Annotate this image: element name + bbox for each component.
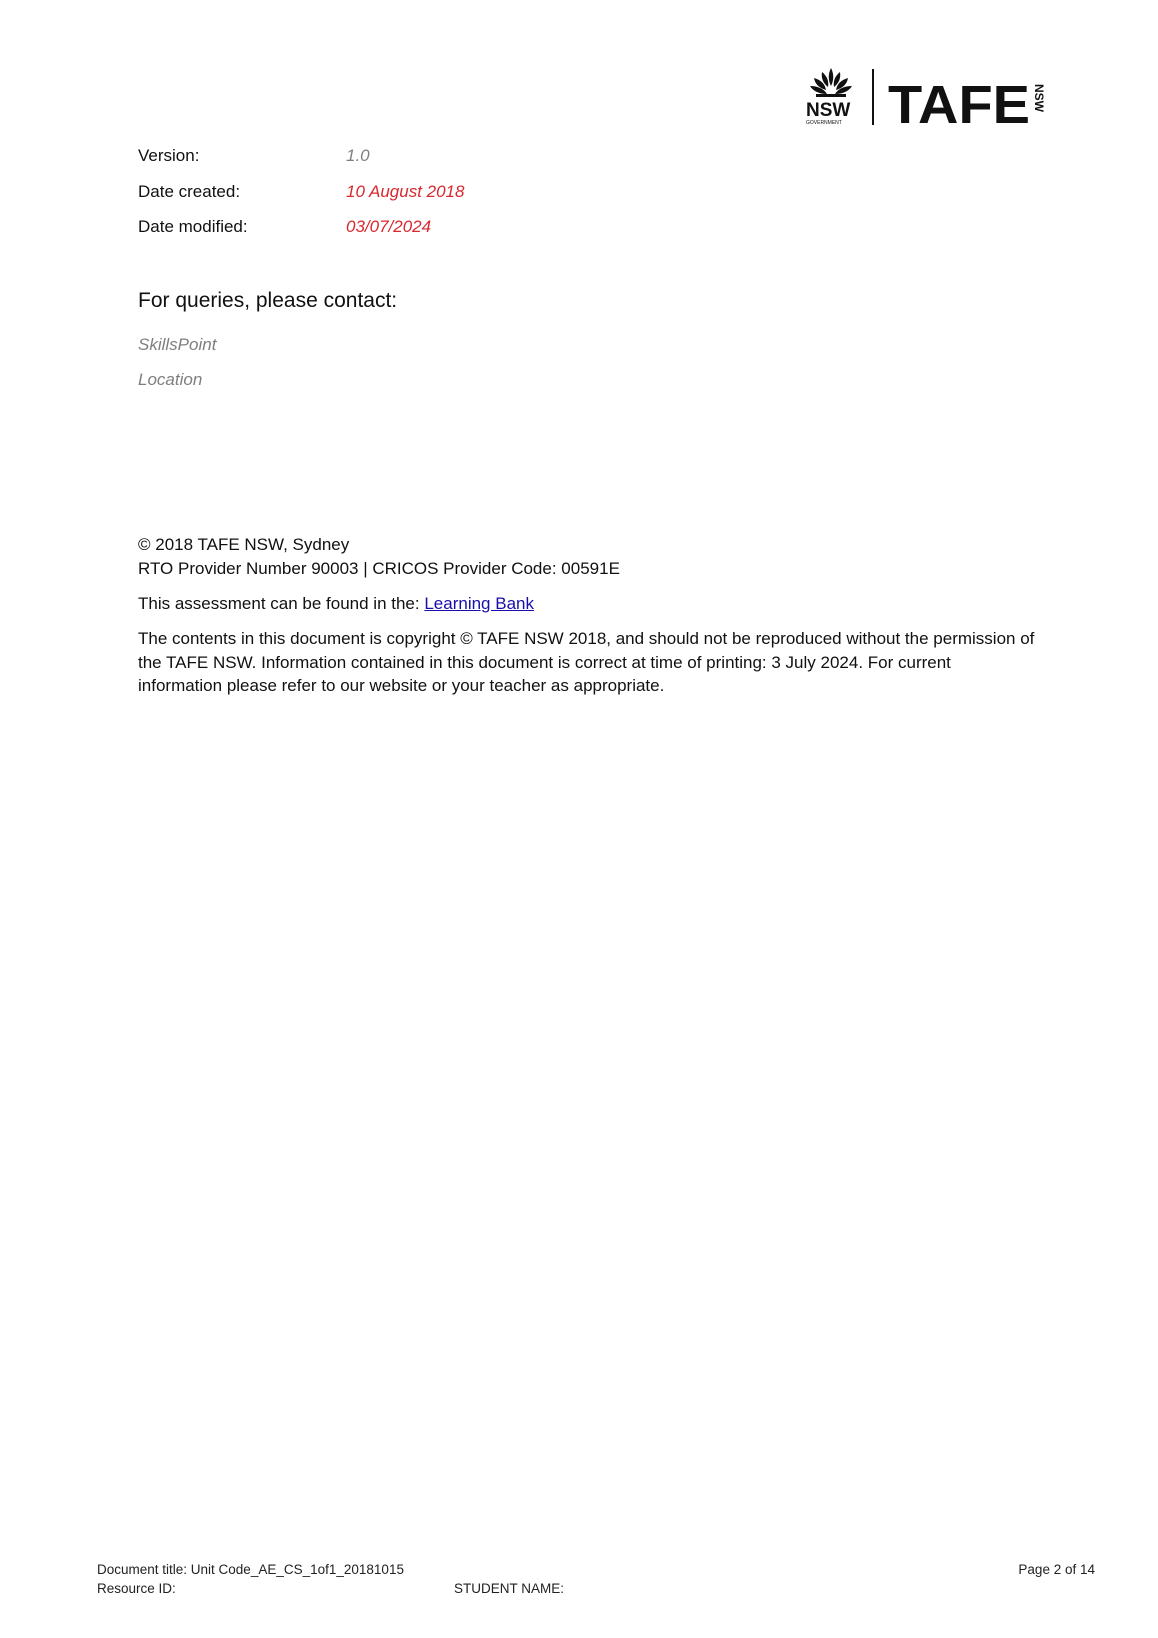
copyright-block	[138, 533, 1038, 580]
government-text: GOVERNMENT	[806, 120, 842, 126]
date-created-label: Date created:	[138, 182, 241, 201]
learning-bank-line	[138, 592, 1038, 616]
logo-divider	[872, 69, 874, 125]
footer-student-name: STUDENT NAME:	[454, 1581, 565, 1596]
contact-location: Location	[138, 370, 203, 389]
date-modified-label: Date modified:	[138, 217, 248, 236]
rto-provider-line: RTO Provider Number 90003 | CRICOS Provider Code: 00591E	[138, 558, 620, 578]
contact-heading: For queries, please contact:	[138, 289, 398, 312]
footer-resource-id: Resource ID:	[97, 1581, 176, 1596]
copyright-notice	[138, 627, 1038, 698]
learning-bank-prefix: This assessment can be found in the:	[138, 594, 420, 613]
copyright-notice-text: The contents in this document is copyright © TAFE NSW 2018, and should not be reproduced without the permission of the TAFE NSW. Information contained in this document is correct at time of printing: 3 July 2024. For current information please refer to our website or your teacher as appropriate.	[138, 629, 1035, 695]
learning-bank-link[interactable]: Learning Bank	[424, 594, 534, 613]
date-created-value: 10 August 2018	[346, 182, 465, 201]
nsw-text: NSW	[806, 100, 851, 121]
waratah-icon	[810, 68, 852, 97]
version-value: 1.0	[346, 146, 370, 165]
tafe-nsw-suffix: NSW	[1032, 84, 1046, 112]
date-modified-value: 03/07/2024	[346, 217, 432, 236]
footer-page-number: Page 2 of 14	[1018, 1562, 1095, 1577]
tafe-nsw-logo	[804, 66, 1054, 130]
copyright-line: © 2018 TAFE NSW, Sydney	[138, 535, 350, 554]
footer-document-title: Document title: Unit Code_AE_CS_1of1_20181015	[97, 1562, 404, 1577]
version-label: Version:	[138, 146, 200, 165]
contact-skillspoint: SkillsPoint	[138, 335, 217, 354]
tafe-text: TAFE	[888, 75, 1030, 130]
